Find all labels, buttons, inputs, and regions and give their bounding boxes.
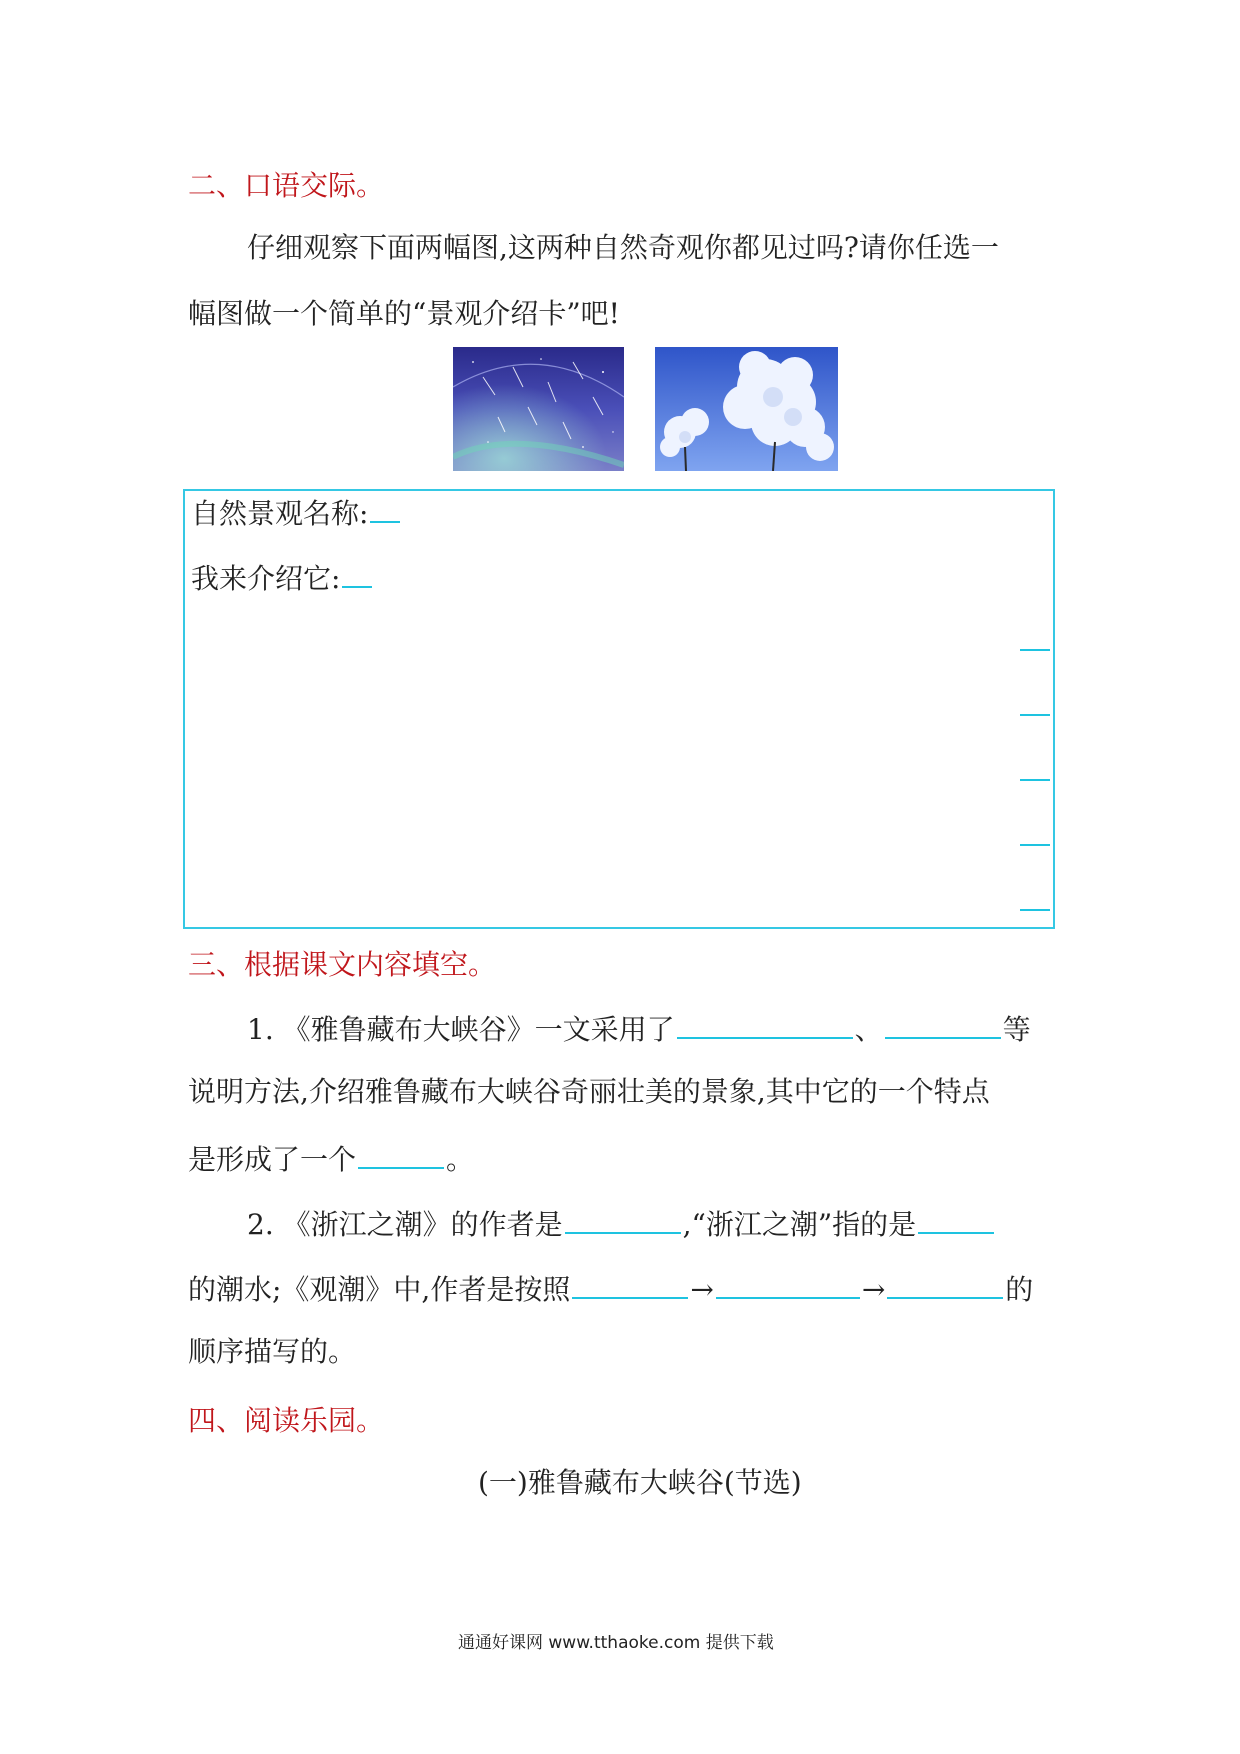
rime-trees-image — [655, 347, 838, 471]
question-1-separator: 、 — [854, 1013, 883, 1046]
writing-line[interactable] — [1020, 909, 1050, 911]
question-2-line-2 — [188, 1267, 1033, 1310]
landscape-intro-card — [183, 489, 1055, 929]
section-2-intro-line-2: 幅图做一个简单的“景观介绍卡”吧! — [188, 297, 620, 330]
question-1-line-3 — [188, 1137, 474, 1180]
introduce-row — [191, 556, 374, 597]
q2-tide-location-blank[interactable] — [918, 1202, 994, 1234]
landscape-name-row — [191, 491, 402, 532]
question-1-line-3-text-a: 是形成了一个 — [188, 1143, 357, 1176]
question-2-line-2-text-a: 的潮水;《观潮》中,作者是按照 — [188, 1273, 571, 1306]
section-4-heading: 四、阅读乐园。 — [188, 1404, 385, 1437]
question-2-line-3: 顺序描写的。 — [188, 1335, 357, 1368]
section-2-heading: 二、口语交际。 — [188, 169, 385, 202]
q2-order-blank-2[interactable] — [716, 1267, 860, 1299]
question-1-line-3-text-b: 。 — [446, 1143, 475, 1176]
q2-order-blank-3[interactable] — [887, 1267, 1003, 1299]
section-3-heading: 三、根据课文内容填空。 — [188, 948, 497, 981]
question-2-line-2-text-b: 的 — [1005, 1273, 1034, 1306]
introduce-label: 我来介绍它: — [191, 562, 341, 595]
reading-subtitle: (一)雅鲁藏布大峡谷(节选) — [478, 1466, 802, 1499]
q2-order-blank-1[interactable] — [572, 1267, 688, 1299]
question-2-line-1 — [247, 1202, 996, 1245]
introduce-blank[interactable] — [342, 556, 372, 588]
writing-line[interactable] — [1020, 649, 1050, 651]
question-1-line-1 — [247, 1007, 1031, 1050]
arrow-icon: → — [690, 1273, 714, 1306]
landscape-name-blank[interactable] — [370, 491, 400, 523]
q1-method-blank-1[interactable] — [677, 1007, 853, 1039]
question-2-text-a: 2. 《浙江之潮》的作者是 — [247, 1208, 563, 1241]
meteor-shower-image — [453, 347, 624, 471]
writing-line[interactable] — [1020, 714, 1050, 716]
question-2-text-b: ,“浙江之潮”指的是 — [682, 1208, 917, 1241]
landscape-name-label: 自然景观名称: — [191, 497, 369, 530]
q2-author-blank[interactable] — [565, 1202, 681, 1234]
q1-feature-blank[interactable] — [358, 1137, 444, 1169]
section-2-intro-line-1: 仔细观察下面两幅图,这两种自然奇观你都见过吗?请你任选一 — [247, 231, 999, 264]
writing-line[interactable] — [1020, 779, 1050, 781]
question-1-line-2: 说明方法,介绍雅鲁藏布大峡谷奇丽壮美的景象,其中它的一个特点 — [188, 1075, 990, 1108]
q1-method-blank-2[interactable] — [885, 1007, 1001, 1039]
arrow-icon: → — [861, 1273, 886, 1306]
footer-text: 通通好课网 www.tthaoke.com 提供下载 — [458, 1633, 774, 1653]
writing-line[interactable] — [1020, 844, 1050, 846]
question-1-text-a: 1. 《雅鲁藏布大峡谷》一文采用了 — [247, 1013, 675, 1046]
question-1-text-b: 等 — [1002, 1013, 1031, 1046]
